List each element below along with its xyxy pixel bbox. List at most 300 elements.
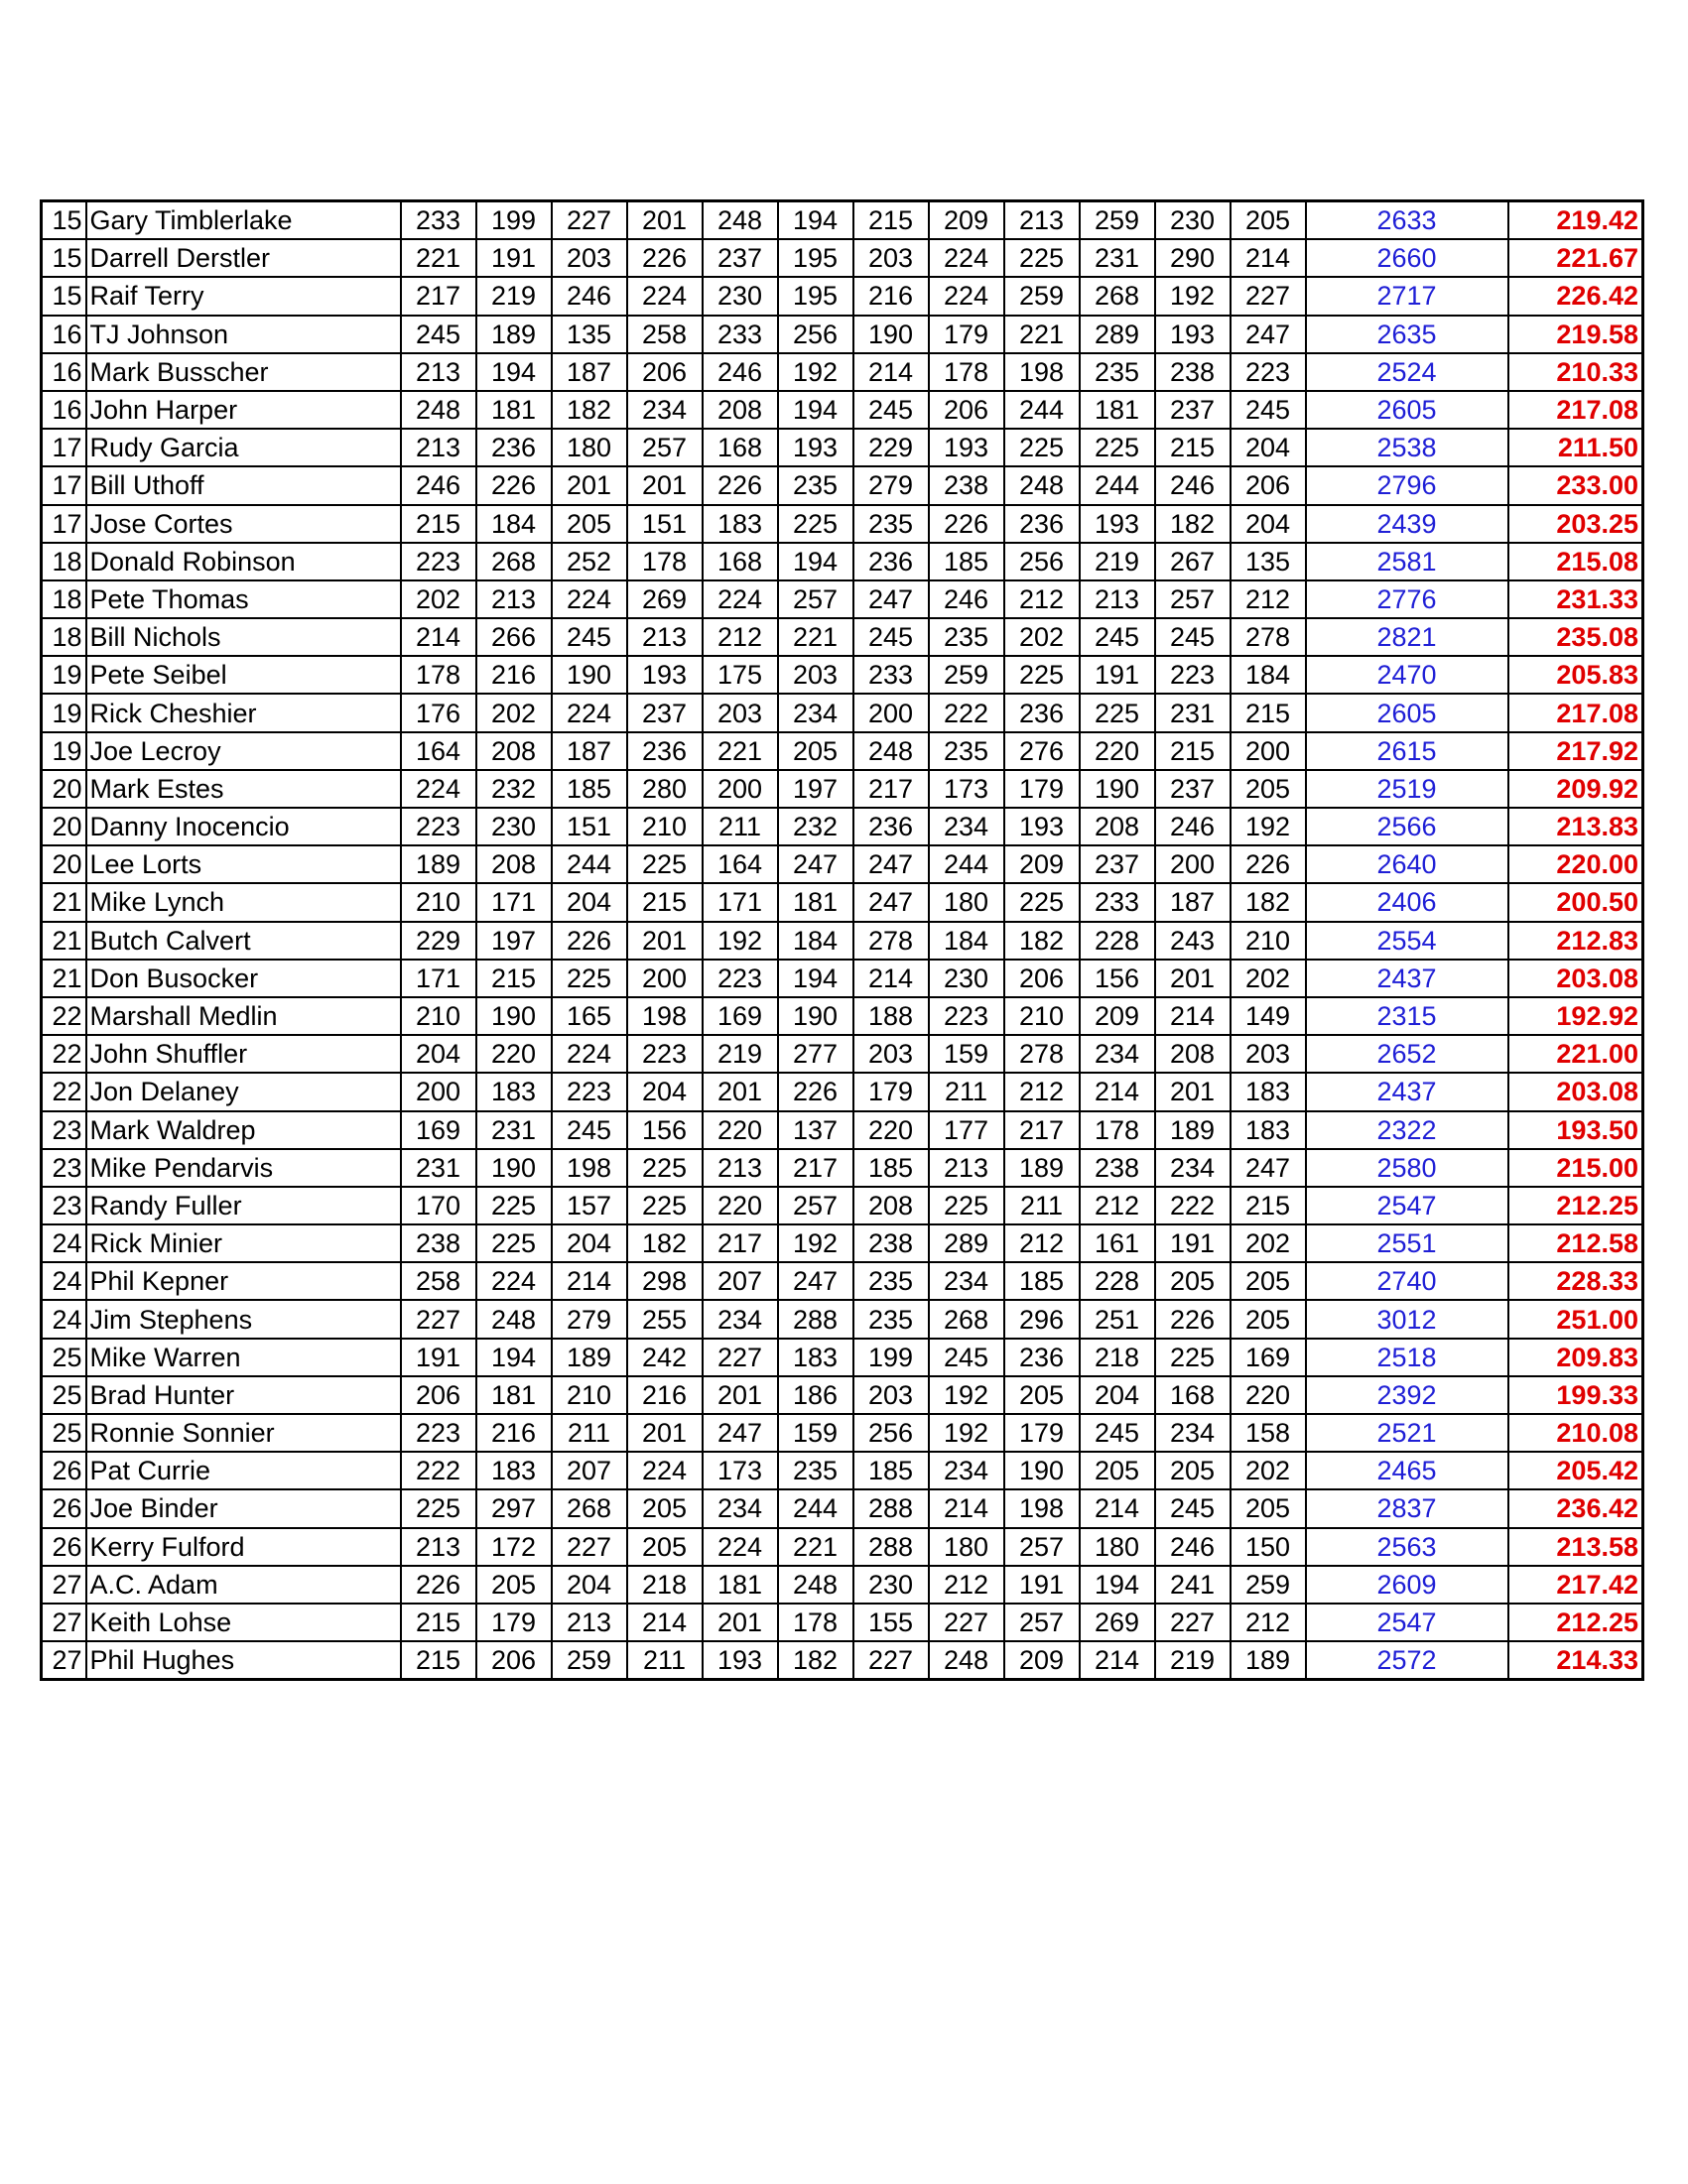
game-score: 179	[853, 1073, 929, 1110]
game-score: 178	[1080, 1111, 1155, 1149]
game-score: 267	[1155, 543, 1231, 580]
game-score: 201	[703, 1604, 778, 1641]
game-score: 204	[1231, 429, 1306, 466]
game-score: 215	[401, 1641, 476, 1680]
game-score: 225	[627, 845, 703, 883]
game-score: 182	[1004, 922, 1080, 960]
game-score: 159	[778, 1414, 853, 1452]
game-score: 205	[476, 1566, 552, 1604]
game-score: 214	[627, 1604, 703, 1641]
game-score: 168	[1155, 1376, 1231, 1414]
game-score: 224	[703, 580, 778, 618]
game-score: 193	[778, 429, 853, 466]
total-pins: 2437	[1306, 1073, 1508, 1110]
game-score: 212	[1080, 1187, 1155, 1224]
player-name: Pete Thomas	[86, 580, 401, 618]
game-score: 209	[929, 201, 1004, 240]
game-score: 155	[853, 1604, 929, 1641]
game-score: 198	[627, 997, 703, 1035]
player-name: Mark Waldrep	[86, 1111, 401, 1149]
row-number: 17	[42, 505, 86, 543]
game-score: 259	[1004, 277, 1080, 315]
table-row	[42, 732, 1643, 770]
game-score: 225	[1004, 239, 1080, 277]
game-score: 248	[1004, 466, 1080, 504]
game-score: 211	[703, 808, 778, 845]
game-score: 235	[929, 732, 1004, 770]
game-score: 201	[1155, 1073, 1231, 1110]
game-score: 237	[703, 239, 778, 277]
game-score: 224	[552, 1035, 627, 1073]
average-score: 219.42	[1508, 201, 1643, 240]
game-score: 177	[929, 1111, 1004, 1149]
average-score: 209.83	[1508, 1339, 1643, 1376]
average-score: 199.33	[1508, 1376, 1643, 1414]
game-score: 215	[476, 960, 552, 997]
game-score: 203	[1231, 1035, 1306, 1073]
game-score: 199	[476, 201, 552, 240]
player-name: Phil Kepner	[86, 1262, 401, 1300]
game-score: 205	[627, 1528, 703, 1566]
game-score: 280	[627, 770, 703, 808]
game-score: 223	[627, 1035, 703, 1073]
player-name: Rick Minier	[86, 1224, 401, 1262]
game-score: 227	[1231, 277, 1306, 315]
row-number: 17	[42, 429, 86, 466]
game-score: 179	[476, 1604, 552, 1641]
table-row	[42, 1452, 1643, 1489]
game-score: 194	[778, 391, 853, 429]
row-number: 20	[42, 845, 86, 883]
table-row	[42, 391, 1643, 429]
game-score: 219	[1080, 543, 1155, 580]
game-score: 225	[552, 960, 627, 997]
game-score: 211	[627, 1641, 703, 1680]
game-score: 226	[401, 1566, 476, 1604]
game-score: 225	[1004, 656, 1080, 694]
average-score: 251.00	[1508, 1300, 1643, 1338]
game-score: 223	[552, 1073, 627, 1110]
game-score: 205	[1155, 1452, 1231, 1489]
game-score: 205	[1080, 1452, 1155, 1489]
row-number: 23	[42, 1111, 86, 1149]
average-score: 215.00	[1508, 1149, 1643, 1187]
game-score: 247	[778, 1262, 853, 1300]
game-score: 202	[476, 694, 552, 731]
game-score: 276	[1004, 732, 1080, 770]
game-score: 202	[1231, 960, 1306, 997]
game-score: 227	[552, 201, 627, 240]
game-score: 230	[853, 1566, 929, 1604]
row-number: 20	[42, 770, 86, 808]
game-score: 212	[703, 618, 778, 656]
game-score: 213	[401, 1528, 476, 1566]
game-score: 242	[627, 1339, 703, 1376]
total-pins: 2615	[1306, 732, 1508, 770]
total-pins: 2521	[1306, 1414, 1508, 1452]
row-number: 19	[42, 656, 86, 694]
game-score: 218	[1080, 1339, 1155, 1376]
game-score: 220	[1080, 732, 1155, 770]
game-score: 187	[552, 732, 627, 770]
game-score: 246	[401, 466, 476, 504]
game-score: 214	[853, 960, 929, 997]
game-score: 213	[703, 1149, 778, 1187]
game-score: 135	[1231, 543, 1306, 580]
table-row	[42, 1566, 1643, 1604]
total-pins: 2406	[1306, 883, 1508, 921]
average-score: 210.08	[1508, 1414, 1643, 1452]
game-score: 194	[778, 201, 853, 240]
game-score: 207	[703, 1262, 778, 1300]
game-score: 220	[703, 1187, 778, 1224]
game-score: 226	[1155, 1300, 1231, 1338]
game-score: 225	[401, 1489, 476, 1527]
average-score: 192.92	[1508, 997, 1643, 1035]
game-score: 205	[1231, 1300, 1306, 1338]
game-score: 212	[1004, 580, 1080, 618]
game-score: 288	[778, 1300, 853, 1338]
game-score: 185	[853, 1149, 929, 1187]
game-score: 244	[1004, 391, 1080, 429]
game-score: 180	[929, 883, 1004, 921]
game-score: 204	[552, 1566, 627, 1604]
game-score: 245	[552, 1111, 627, 1149]
game-score: 164	[401, 732, 476, 770]
game-score: 248	[853, 732, 929, 770]
game-score: 234	[929, 1262, 1004, 1300]
player-name: Pat Currie	[86, 1452, 401, 1489]
average-score: 236.42	[1508, 1489, 1643, 1527]
game-score: 184	[778, 922, 853, 960]
game-score: 175	[703, 656, 778, 694]
game-score: 206	[1004, 960, 1080, 997]
total-pins: 2524	[1306, 353, 1508, 391]
row-number: 16	[42, 353, 86, 391]
game-score: 229	[401, 922, 476, 960]
game-score: 278	[1004, 1035, 1080, 1073]
average-score: 211.50	[1508, 429, 1643, 466]
game-score: 247	[853, 580, 929, 618]
game-score: 157	[552, 1187, 627, 1224]
game-score: 235	[853, 1262, 929, 1300]
game-score: 203	[703, 694, 778, 731]
game-score: 236	[1004, 505, 1080, 543]
game-score: 213	[401, 353, 476, 391]
total-pins: 2796	[1306, 466, 1508, 504]
game-score: 221	[401, 239, 476, 277]
game-score: 183	[778, 1339, 853, 1376]
player-name: Joe Binder	[86, 1489, 401, 1527]
average-score: 221.00	[1508, 1035, 1643, 1073]
game-score: 209	[1080, 997, 1155, 1035]
game-score: 225	[476, 1224, 552, 1262]
game-score: 215	[401, 505, 476, 543]
table-row	[42, 239, 1643, 277]
game-score: 237	[1155, 770, 1231, 808]
row-number: 22	[42, 997, 86, 1035]
game-score: 223	[1231, 353, 1306, 391]
average-score: 226.42	[1508, 277, 1643, 315]
table-row	[42, 543, 1643, 580]
game-score: 222	[1155, 1187, 1231, 1224]
total-pins: 2640	[1306, 845, 1508, 883]
game-score: 225	[1080, 694, 1155, 731]
row-number: 18	[42, 543, 86, 580]
player-name: Mike Pendarvis	[86, 1149, 401, 1187]
game-score: 268	[1080, 277, 1155, 315]
game-score: 219	[476, 277, 552, 315]
game-score: 205	[1231, 1489, 1306, 1527]
table-row	[42, 1528, 1643, 1566]
game-score: 238	[853, 1224, 929, 1262]
total-pins: 2581	[1306, 543, 1508, 580]
game-score: 185	[1004, 1262, 1080, 1300]
average-score: 210.33	[1508, 353, 1643, 391]
table-row	[42, 505, 1643, 543]
game-score: 156	[1080, 960, 1155, 997]
game-score: 257	[778, 1187, 853, 1224]
game-score: 191	[476, 239, 552, 277]
table-row	[42, 618, 1643, 656]
total-pins: 2652	[1306, 1035, 1508, 1073]
game-score: 217	[778, 1149, 853, 1187]
total-pins: 2547	[1306, 1187, 1508, 1224]
game-score: 231	[1080, 239, 1155, 277]
game-score: 191	[1155, 1224, 1231, 1262]
game-score: 226	[552, 922, 627, 960]
table-row	[42, 1262, 1643, 1300]
total-pins: 2605	[1306, 694, 1508, 731]
game-score: 290	[1155, 239, 1231, 277]
game-score: 197	[778, 770, 853, 808]
player-name: Bill Nichols	[86, 618, 401, 656]
game-score: 210	[627, 808, 703, 845]
game-score: 236	[853, 543, 929, 580]
row-number: 23	[42, 1187, 86, 1224]
game-score: 206	[627, 353, 703, 391]
player-name: Lee Lorts	[86, 845, 401, 883]
player-name: Marshall Medlin	[86, 997, 401, 1035]
game-score: 257	[627, 429, 703, 466]
game-score: 238	[1080, 1149, 1155, 1187]
game-score: 179	[929, 316, 1004, 353]
game-score: 247	[1231, 1149, 1306, 1187]
game-score: 225	[1004, 429, 1080, 466]
game-score: 233	[1080, 883, 1155, 921]
game-score: 194	[778, 960, 853, 997]
game-score: 226	[476, 466, 552, 504]
game-score: 204	[552, 1224, 627, 1262]
table-row	[42, 1111, 1643, 1149]
game-score: 210	[401, 883, 476, 921]
player-name: Bill Uthoff	[86, 466, 401, 504]
game-score: 247	[778, 845, 853, 883]
average-score: 205.83	[1508, 656, 1643, 694]
game-score: 212	[1231, 1604, 1306, 1641]
game-score: 223	[401, 543, 476, 580]
game-score: 268	[552, 1489, 627, 1527]
game-score: 248	[929, 1641, 1004, 1680]
game-score: 235	[778, 466, 853, 504]
game-score: 236	[853, 808, 929, 845]
game-score: 231	[401, 1149, 476, 1187]
game-score: 206	[1231, 466, 1306, 504]
game-score: 208	[476, 732, 552, 770]
game-score: 169	[1231, 1339, 1306, 1376]
game-score: 218	[627, 1566, 703, 1604]
player-name: John Harper	[86, 391, 401, 429]
game-score: 245	[1155, 1489, 1231, 1527]
game-score: 216	[476, 1414, 552, 1452]
game-score: 210	[552, 1376, 627, 1414]
game-score: 217	[401, 277, 476, 315]
game-score: 193	[1004, 808, 1080, 845]
game-score: 259	[929, 656, 1004, 694]
game-score: 227	[703, 1339, 778, 1376]
game-score: 183	[476, 1452, 552, 1489]
average-score: 221.67	[1508, 239, 1643, 277]
total-pins: 2470	[1306, 656, 1508, 694]
game-score: 247	[853, 845, 929, 883]
player-name: Phil Hughes	[86, 1641, 401, 1680]
game-score: 158	[1231, 1414, 1306, 1452]
game-score: 245	[401, 316, 476, 353]
game-score: 225	[778, 505, 853, 543]
game-score: 237	[627, 694, 703, 731]
player-name: Donald Robinson	[86, 543, 401, 580]
game-score: 234	[627, 391, 703, 429]
game-score: 248	[703, 201, 778, 240]
row-number: 26	[42, 1452, 86, 1489]
game-score: 190	[1080, 770, 1155, 808]
game-score: 269	[1080, 1604, 1155, 1641]
game-score: 195	[778, 239, 853, 277]
game-score: 192	[929, 1376, 1004, 1414]
game-score: 216	[476, 656, 552, 694]
game-score: 137	[778, 1111, 853, 1149]
table-row	[42, 883, 1643, 921]
game-score: 208	[853, 1187, 929, 1224]
game-score: 182	[552, 391, 627, 429]
game-score: 248	[778, 1566, 853, 1604]
game-score: 257	[1004, 1528, 1080, 1566]
game-score: 233	[853, 656, 929, 694]
score-table	[40, 199, 1644, 1681]
row-number: 20	[42, 808, 86, 845]
game-score: 205	[1231, 201, 1306, 240]
game-score: 248	[401, 391, 476, 429]
game-score: 213	[401, 429, 476, 466]
row-number: 27	[42, 1566, 86, 1604]
game-score: 224	[703, 1528, 778, 1566]
game-score: 180	[929, 1528, 1004, 1566]
game-score: 257	[1155, 580, 1231, 618]
row-number: 25	[42, 1376, 86, 1414]
game-score: 257	[778, 580, 853, 618]
game-score: 225	[476, 1187, 552, 1224]
total-pins: 3012	[1306, 1300, 1508, 1338]
game-score: 201	[627, 1414, 703, 1452]
game-score: 208	[1155, 1035, 1231, 1073]
average-score: 213.58	[1508, 1528, 1643, 1566]
game-score: 244	[1080, 466, 1155, 504]
player-name: Jon Delaney	[86, 1073, 401, 1110]
game-score: 185	[853, 1452, 929, 1489]
game-score: 181	[476, 391, 552, 429]
game-score: 234	[1155, 1149, 1231, 1187]
game-score: 226	[703, 466, 778, 504]
game-score: 179	[1004, 770, 1080, 808]
game-score: 234	[929, 1452, 1004, 1489]
table-row	[42, 466, 1643, 504]
game-score: 233	[703, 316, 778, 353]
game-score: 224	[627, 277, 703, 315]
row-number: 24	[42, 1262, 86, 1300]
game-score: 192	[778, 1224, 853, 1262]
game-score: 190	[476, 997, 552, 1035]
game-score: 223	[703, 960, 778, 997]
score-table-body	[42, 201, 1643, 1680]
game-score: 201	[703, 1376, 778, 1414]
table-row	[42, 316, 1643, 353]
game-score: 164	[703, 845, 778, 883]
game-score: 203	[853, 1376, 929, 1414]
game-score: 234	[929, 808, 1004, 845]
total-pins: 2580	[1306, 1149, 1508, 1187]
game-score: 199	[853, 1339, 929, 1376]
game-score: 225	[627, 1149, 703, 1187]
total-pins: 2547	[1306, 1604, 1508, 1641]
game-score: 185	[552, 770, 627, 808]
table-row	[42, 1187, 1643, 1224]
game-score: 288	[853, 1489, 929, 1527]
game-score: 256	[778, 316, 853, 353]
player-name: Joe Lecroy	[86, 732, 401, 770]
game-score: 226	[1231, 845, 1306, 883]
game-score: 200	[1155, 845, 1231, 883]
game-score: 238	[1155, 353, 1231, 391]
game-score: 223	[401, 808, 476, 845]
game-score: 224	[476, 1262, 552, 1300]
table-row	[42, 1300, 1643, 1338]
game-score: 189	[476, 316, 552, 353]
game-score: 256	[1004, 543, 1080, 580]
game-score: 183	[1231, 1073, 1306, 1110]
game-score: 202	[401, 580, 476, 618]
game-score: 220	[476, 1035, 552, 1073]
game-score: 296	[1004, 1300, 1080, 1338]
game-score: 184	[476, 505, 552, 543]
game-score: 203	[853, 239, 929, 277]
game-score: 205	[1004, 1376, 1080, 1414]
game-score: 205	[778, 732, 853, 770]
game-score: 215	[853, 201, 929, 240]
game-score: 182	[778, 1641, 853, 1680]
game-score: 207	[552, 1452, 627, 1489]
game-score: 214	[1080, 1489, 1155, 1527]
game-score: 186	[778, 1376, 853, 1414]
game-score: 256	[853, 1414, 929, 1452]
game-score: 227	[401, 1300, 476, 1338]
average-score: 215.08	[1508, 543, 1643, 580]
game-score: 219	[703, 1035, 778, 1073]
game-score: 165	[552, 997, 627, 1035]
game-score: 235	[1080, 353, 1155, 391]
game-score: 259	[1231, 1566, 1306, 1604]
game-score: 198	[552, 1149, 627, 1187]
average-score: 220.00	[1508, 845, 1643, 883]
